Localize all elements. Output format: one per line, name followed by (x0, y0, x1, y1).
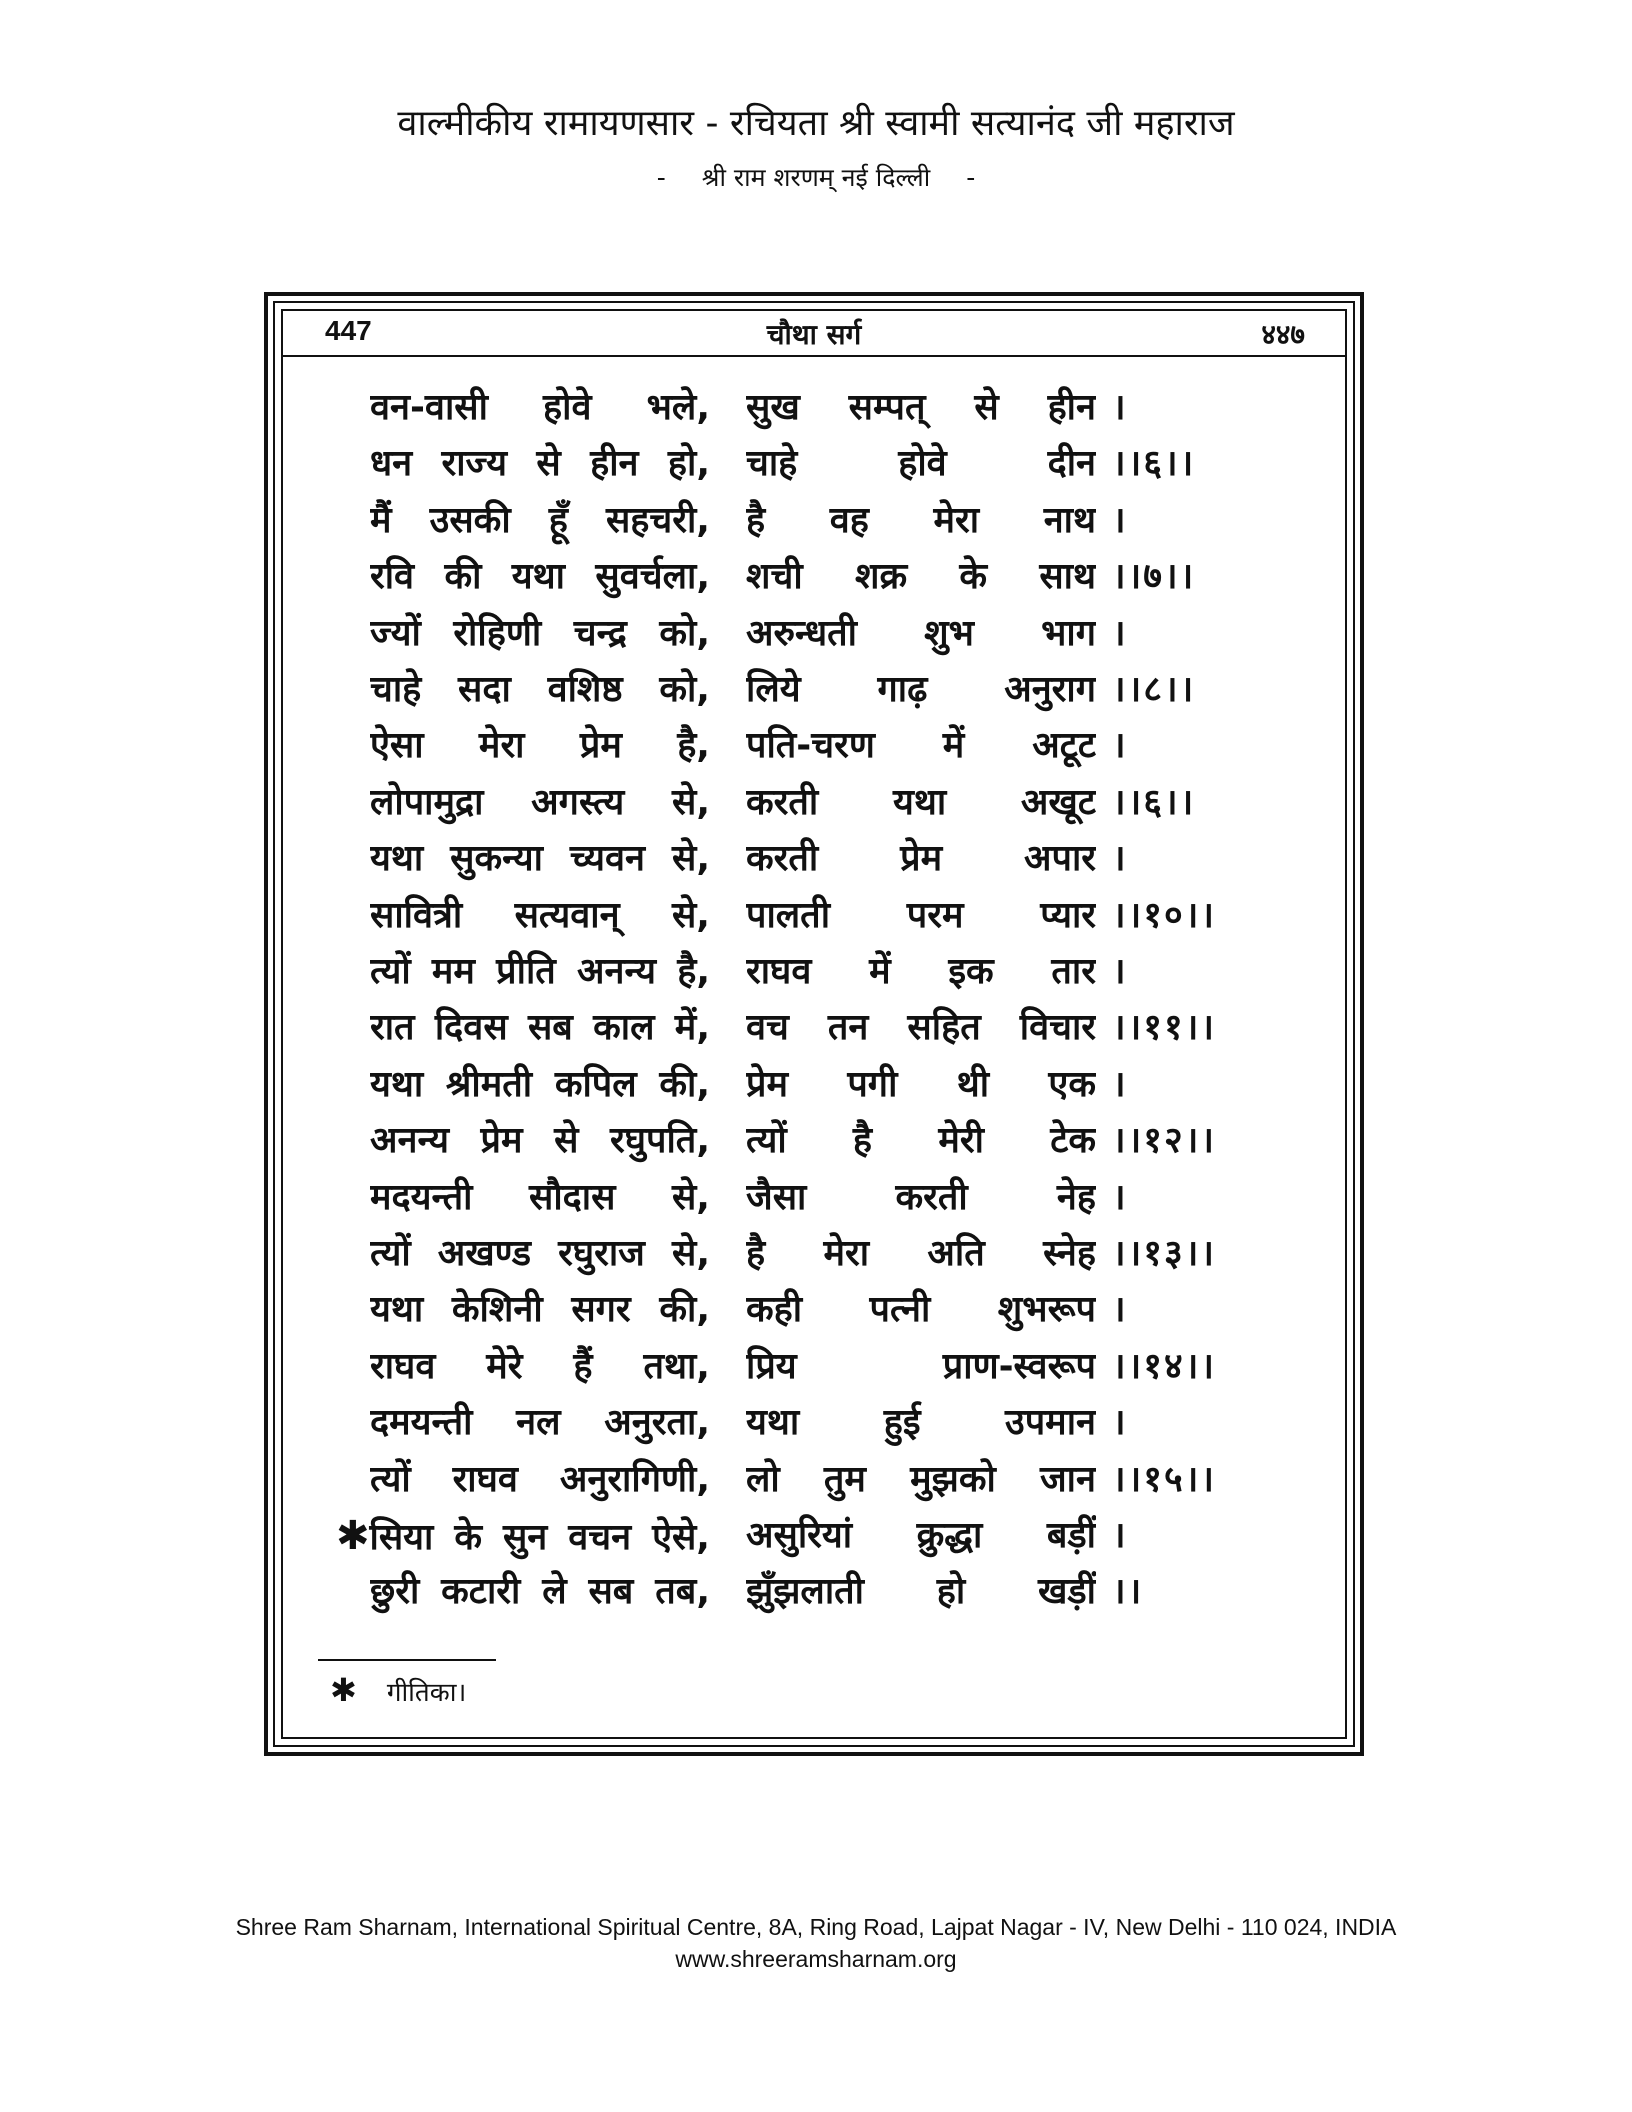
verse-second-half: असुरियां क्रुद्धा बड़ीं (746, 1515, 1096, 1556)
verse-second-half: चाहे होवे दीन (746, 443, 1096, 485)
footnote-divider (318, 1659, 496, 1661)
verse-number: । (1112, 1515, 1128, 1556)
verse-second-half: झुँझलाती हो खड़ीं (746, 1571, 1096, 1613)
verse-first-half (370, 1395, 710, 1451)
verse-line (0, 1564, 1632, 1620)
verse-first-half-text: त्यों मम प्रीति अनन्य है, (370, 951, 710, 992)
verse-line (0, 1508, 1632, 1564)
verse-number: ।।११।। (1112, 1007, 1217, 1049)
verse-first-half (336, 1508, 710, 1566)
page-number-devanagari: ४४७ (1261, 318, 1305, 351)
verse-second-half: पति-चरण में अटूट (746, 725, 1096, 767)
verse-first-half (370, 436, 710, 492)
subtitle-dash-left: - (656, 163, 666, 192)
page-header (283, 311, 1345, 357)
verse-line (0, 718, 1632, 774)
verse-first-half (370, 1226, 710, 1282)
verse-number: ।।६।। (1112, 781, 1196, 823)
verse-number: । (1112, 838, 1128, 880)
subtitle-text: श्री राम शरणम् नई दिल्ली (701, 163, 931, 192)
subtitle-dash-right: - (966, 163, 976, 192)
verse-first-half (370, 1452, 710, 1508)
verse-second-half: करती यथा अखूट (746, 781, 1096, 823)
verse-line (0, 1395, 1632, 1451)
verse-line (0, 1226, 1632, 1282)
verse-first-half (370, 1564, 710, 1620)
verse-first-half-text: राघव मेरे हैं तथा, (370, 1345, 710, 1387)
page-number-latin: 447 (325, 315, 372, 346)
verse-second-half: पालती परम प्यार (746, 894, 1096, 936)
verse-number: ।।७।। (1112, 556, 1196, 598)
verse-first-half-text: चाहे सदा वशिष्ठ को, (370, 669, 710, 710)
verse-first-half-text: दमयन्ती नल अनुरता, (370, 1402, 710, 1444)
verse-line (0, 436, 1632, 492)
verse-number: । (1112, 1402, 1128, 1444)
verse-number: । (1112, 725, 1128, 767)
verse-line (0, 1452, 1632, 1508)
verse-second-half: शची शक्र के साथ (746, 556, 1096, 598)
verse-first-half-text: सिया के सुन वचन ऐसे, (369, 1517, 710, 1558)
verse-first-half (370, 549, 710, 605)
verse-second-half: त्यों है मेरी टेक (746, 1120, 1096, 1162)
verse-second-half: प्रेम पगी थी एक (746, 1063, 1096, 1105)
verse-first-half-text: ज्यों रोहिणी चन्द्र को, (370, 612, 710, 654)
verse-line (0, 1057, 1632, 1113)
verse-first-half-text: रवि की यथा सुवर्चला, (370, 556, 710, 598)
verse-second-half: राघव में इक तार (746, 951, 1096, 992)
verse-second-half: है वह मेरा नाथ (746, 499, 1096, 541)
footnote-text: गीतिका। (386, 1678, 467, 1708)
verse-first-half-text: मदयन्ती सौदास से, (370, 1176, 710, 1218)
verse-first-half (370, 662, 710, 718)
verse-first-half (370, 775, 710, 831)
verse-number: । (1112, 1289, 1128, 1331)
document-title: वाल्मीकीय रामायणसार - रचियता श्री स्वामी सत्यानंद जी महाराज (397, 103, 1235, 144)
verse-second-half: करती प्रेम अपार (746, 838, 1096, 880)
verse-first-half-text: रात दिवस सब काल में, (370, 1007, 710, 1049)
verse-first-half-text: सावित्री सत्यवान् से, (370, 894, 710, 936)
verse-number: ।।१४।। (1112, 1345, 1217, 1387)
verse-line (0, 606, 1632, 662)
verse-first-half (370, 1339, 710, 1395)
verse-first-half-text: वन-वासी होवे भले, (370, 387, 710, 428)
footnote (330, 1672, 466, 1711)
verse-first-half (370, 606, 710, 662)
verse-first-half (370, 1113, 710, 1169)
verse-second-half: अरुन्धती शुभ भाग (746, 612, 1096, 654)
verse-first-half-text: अनन्य प्रेम से रघुपति, (370, 1120, 710, 1162)
footer-address: Shree Ram Sharnam, International Spiritual Centre, 8A, Ring Road, Lajpat Nagar - IV, New Delhi - 110 024, INDIA (235, 1914, 1397, 1940)
chapter-title: चौथा सर्ग (766, 318, 862, 351)
verse-number: ।।६।। (1112, 443, 1196, 485)
verse-second-half: कही पत्नी शुभरूप (746, 1289, 1096, 1331)
verse-number: ।।१२।। (1112, 1120, 1217, 1162)
verse-second-half: यथा हुई उपमान (746, 1402, 1096, 1444)
verse-first-half (370, 1057, 710, 1113)
verse-first-half-text: यथा सुकन्या च्यवन से, (370, 838, 710, 880)
verse-second-half: वच तन सहित विचार (746, 1007, 1096, 1049)
verse-first-half (370, 1000, 710, 1056)
verse-number: ।।८।। (1112, 669, 1196, 710)
verse-second-half: सुख सम्पत् से हीन (746, 387, 1096, 428)
verse-first-half-text: मैं उसकी हूँ सहचरी, (370, 499, 710, 541)
verse-first-half-text: त्यों अखण्ड रघुराज से, (370, 1233, 710, 1274)
verse-line (0, 380, 1632, 436)
verse-line (0, 662, 1632, 718)
verse-line (0, 831, 1632, 887)
footer-website-link[interactable]: www.shreeramsharnam.org (675, 1946, 957, 1972)
verse-line (0, 493, 1632, 549)
verse-line (0, 1339, 1632, 1395)
verse-second-half: जैसा करती नेह (746, 1176, 1096, 1218)
verse-second-half: प्रिय प्राण-स्वरूप (746, 1345, 1096, 1387)
verse-first-half (370, 1170, 710, 1226)
verse-first-half (370, 380, 710, 436)
asterisk-icon: ✱ (330, 1671, 357, 1709)
verse-second-half: लो तुम मुझको जान (746, 1458, 1096, 1500)
verse-line (0, 1000, 1632, 1056)
verse-line (0, 944, 1632, 1000)
verse-first-half-text: धन राज्य से हीन हो, (370, 443, 710, 485)
verse-line (0, 1170, 1632, 1226)
verse-first-half (370, 1282, 710, 1338)
verse-line (0, 775, 1632, 831)
verse-number: । (1112, 387, 1128, 428)
verse-first-half-text: छुरी कटारी ले सब तब, (370, 1571, 710, 1613)
verse-first-half (370, 944, 710, 1000)
verse-number: ।। (1112, 1571, 1144, 1613)
verse-number: । (1112, 1176, 1128, 1218)
verse-first-half-text: ऐसा मेरा प्रेम है, (370, 725, 710, 767)
verse-first-half (370, 718, 710, 774)
verse-number: । (1112, 1063, 1128, 1105)
verse-first-half-text: त्यों राघव अनुरागिणी, (370, 1458, 710, 1500)
verse-line (0, 1113, 1632, 1169)
verse-number: ।।१०।। (1112, 894, 1217, 936)
verse-second-half: लिये गाढ़ अनुराग (746, 669, 1096, 710)
verse-number: । (1112, 951, 1128, 992)
verse-first-half (370, 831, 710, 887)
verse-line (0, 888, 1632, 944)
verse-first-half-text: यथा केशिनी सगर की, (370, 1289, 710, 1331)
verse-number: । (1112, 499, 1128, 541)
verse-second-half: है मेरा अति स्नेह (746, 1233, 1096, 1274)
verse-number: ।।१३।। (1112, 1233, 1217, 1274)
verse-first-half (370, 888, 710, 944)
verse-line (0, 549, 1632, 605)
verse-line (0, 1282, 1632, 1338)
verse-first-half (370, 493, 710, 549)
verse-number: । (1112, 612, 1128, 654)
document-subtitle (0, 160, 1632, 196)
verse-number: ।।१५।। (1112, 1458, 1217, 1500)
verse-first-half-text: यथा श्रीमती कपिल की, (370, 1063, 710, 1105)
verse-first-half-text: लोपामुद्रा अगस्त्य से, (370, 781, 710, 823)
asterisk-icon: ✱ (336, 1513, 370, 1559)
